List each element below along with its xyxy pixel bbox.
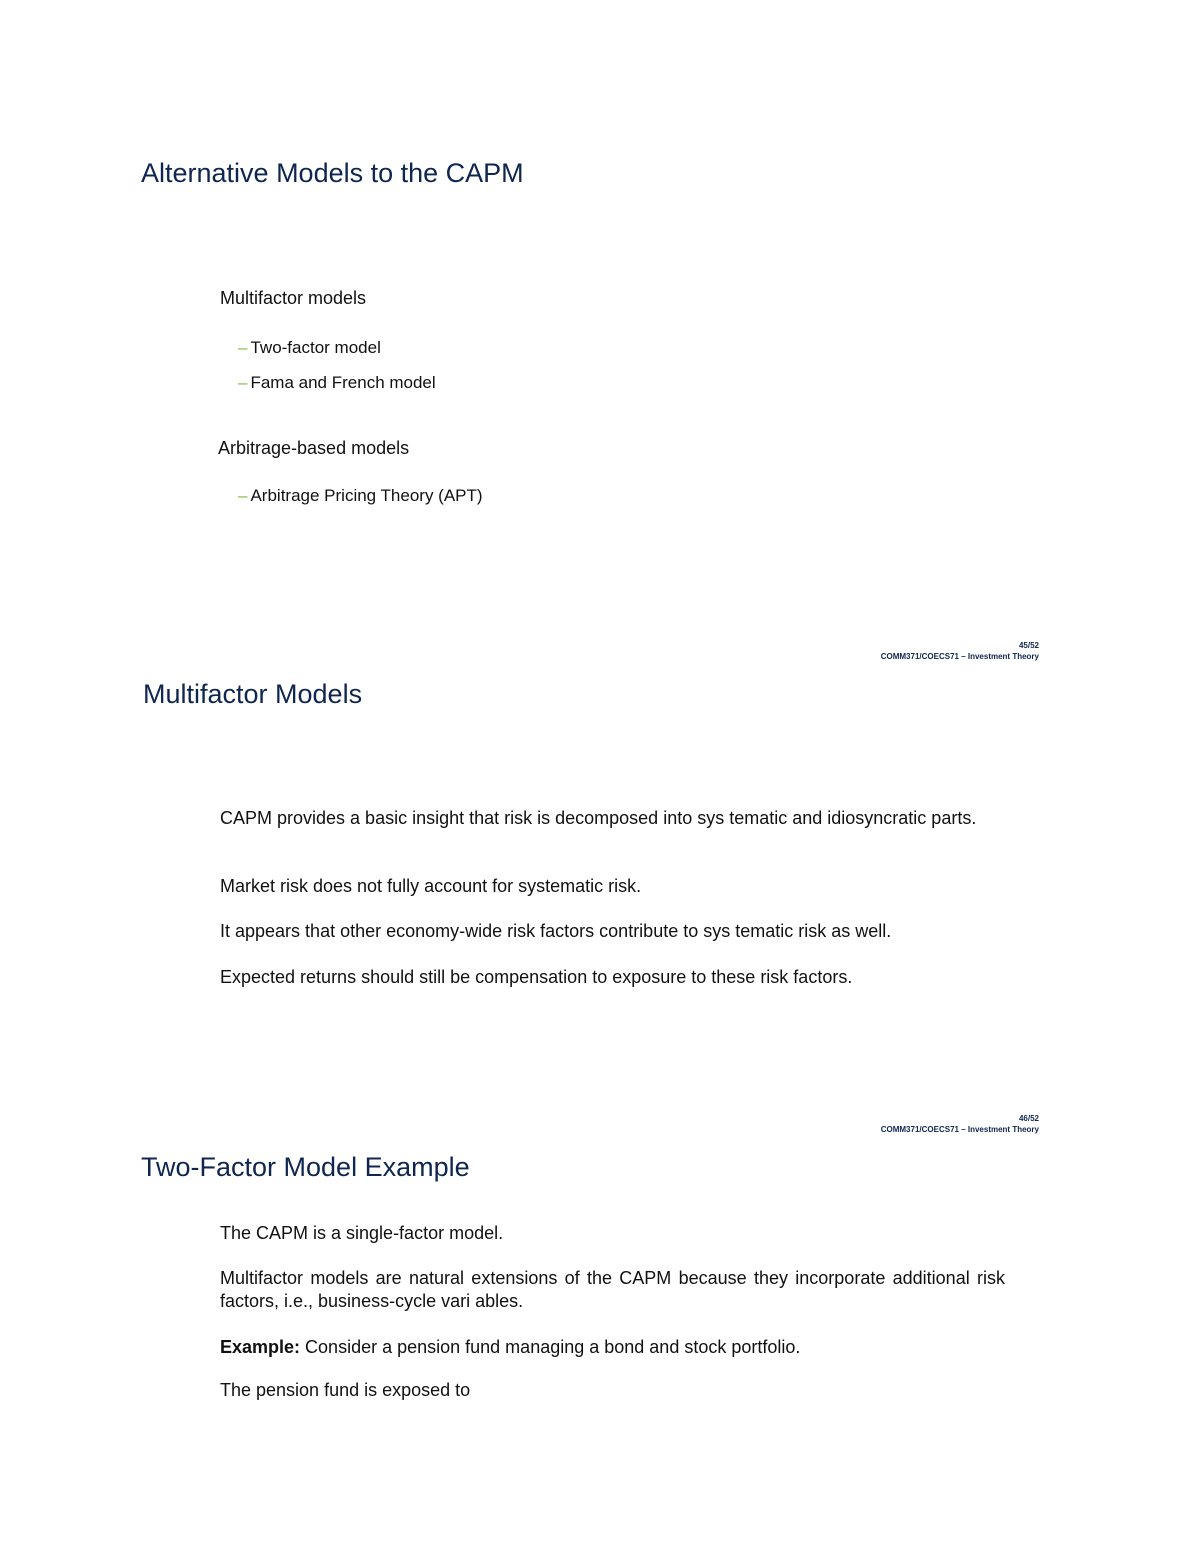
list-item [238,338,381,358]
page-number: 46/52 [1018,1114,1039,1123]
paragraph: Expected returns should still be compensation to exposure to these risk factors. [220,967,853,987]
slide-2-footer [881,1113,1039,1135]
paragraph: The pension fund is exposed to [220,1380,471,1400]
dash-bullet-icon: – [238,338,248,357]
list-item-label: Two-factor model [250,338,381,357]
slide-1-footer [881,640,1039,662]
slide-2-title: Multifactor Models [143,679,363,709]
group-heading-arbitrage: Arbitrage-based models [218,438,410,458]
paragraph: Multifactor models are natural extensions of the CAPM because they incorporate additional risk factors, i.e., business-cycle vari ables. [220,1268,1005,1311]
group-heading-multifactor: Multifactor models [220,288,367,308]
dash-bullet-icon: – [238,373,248,392]
course-label: COMM371/COECS71 – Investment Theory [880,1125,1039,1134]
slide-1-title: Alternative Models to the CAPM [141,158,524,188]
paragraph: Market risk does not fully account for systematic risk. [220,876,642,896]
dash-bullet-icon: – [238,486,248,505]
page-number: 45/52 [1018,641,1039,650]
paragraph: It appears that other economy-wide risk factors contribute to sys tematic risk as well. [220,921,892,941]
paragraph: CAPM provides a basic insight that risk is decomposed into sys tematic and idiosyncratic parts. [220,808,977,828]
list-item [238,486,483,506]
slide-3-title: Two-Factor Model Example [141,1152,470,1182]
example-paragraph [220,1336,800,1359]
example-label: Example: [220,1337,301,1357]
paragraph: The CAPM is a single-factor model. [220,1223,504,1243]
list-item-label: Fama and French model [250,373,436,392]
example-text: Consider a pension fund managing a bond and stock portfolio. [300,1337,801,1357]
list-item-label: Arbitrage Pricing Theory (APT) [250,486,483,505]
list-item [238,373,436,393]
course-label: COMM371/COECS71 – Investment Theory [880,652,1039,661]
